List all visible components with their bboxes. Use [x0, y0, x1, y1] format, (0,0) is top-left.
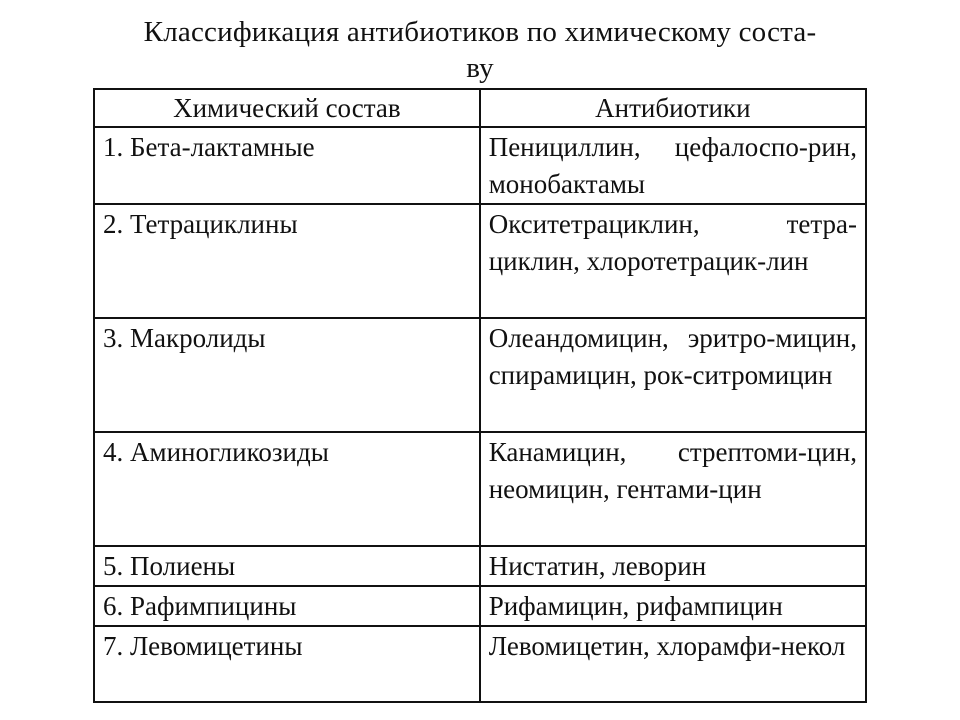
drugs-tetracyclines: Окситетрациклин, тетра-циклин, хлоротетрацик-лин [488, 209, 857, 276]
group-tetracyclines: 2. Тетрациклины [103, 209, 298, 239]
group-cell [94, 204, 480, 318]
classification-table [93, 88, 867, 703]
table-row [94, 318, 866, 432]
table-row [94, 432, 866, 546]
table-header-row [94, 89, 866, 127]
group-rifampicins: 6. Рафимпицины [103, 591, 297, 621]
table-row [94, 546, 866, 586]
drugs-cell [480, 586, 866, 626]
drugs-aminoglycosides: Канамицин, стрептоми-цин, неомицин, гентами-цин [488, 437, 857, 504]
group-cell [94, 586, 480, 626]
group-cell [94, 432, 480, 546]
group-cell [94, 318, 480, 432]
table-row [94, 204, 866, 318]
drugs-beta-lactam: Пенициллин, цефалоспо-рин, монобактамы [488, 132, 857, 199]
group-polyenes: 5. Полиены [103, 551, 236, 581]
drugs-cell [480, 432, 866, 546]
title-line-2: ву [466, 52, 494, 84]
group-macrolides: 3. Макролиды [103, 323, 266, 353]
table-row [94, 626, 866, 702]
group-cell [94, 127, 480, 204]
header-antibiotics: Антибиотики [480, 89, 866, 127]
title-line-1: Классификация антибиотиков по химическому соста- [143, 16, 817, 48]
drugs-cell [480, 546, 866, 586]
header-chemical-composition: Химический состав [94, 89, 480, 127]
drugs-polyenes: Нистатин, леворин [488, 551, 707, 581]
document-title [100, 14, 860, 86]
group-aminoglycosides: 4. Аминогликозиды [103, 437, 329, 467]
group-cell [94, 626, 480, 702]
group-cell [94, 546, 480, 586]
table-row [94, 127, 866, 204]
drugs-rifampicins: Рифамицин, рифампицин [488, 591, 783, 621]
table-row [94, 586, 866, 626]
drugs-macrolides: Олеандомицин, эритро-мицин, спирамицин, рок-ситромицин [488, 323, 857, 390]
drugs-cell [480, 626, 866, 702]
group-beta-lactam: 1. Бета-лактамные [103, 132, 315, 162]
group-levomycetins: 7. Левомицетины [103, 631, 303, 661]
drugs-cell [480, 318, 866, 432]
drugs-cell [480, 204, 866, 318]
drugs-cell [480, 127, 866, 204]
drugs-levomycetins: Левомицетин, хлорамфи-некол [488, 631, 846, 661]
